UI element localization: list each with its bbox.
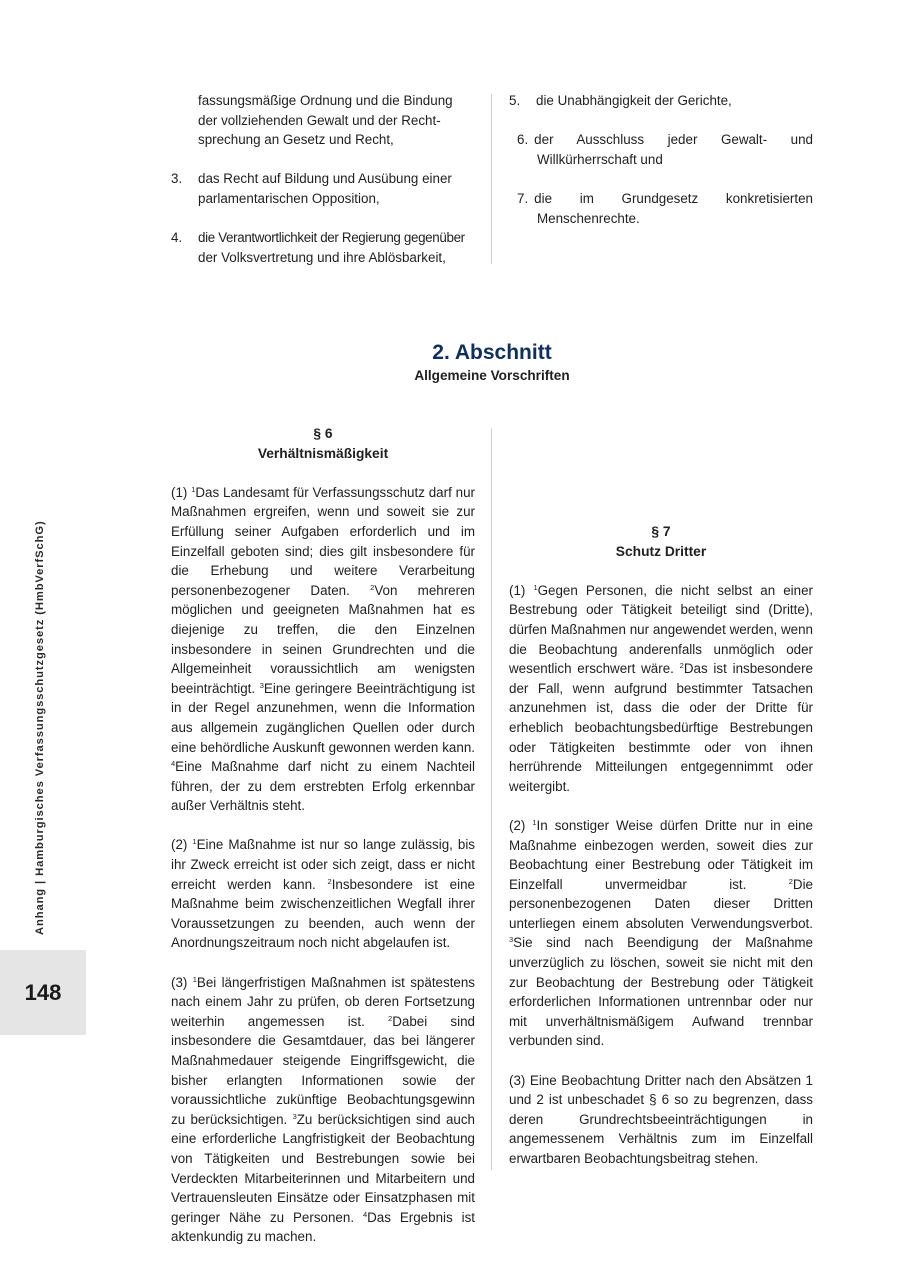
- paragraph-7-absatz-3: (3) Eine Beobachtung Dritter nach den Absätzen 1 und 2 ist unbeschadet § 6 so zu begrenzen, dass deren Grundrechtsbeeinträchtigungen in angemessenem Verhältnis zum im Einzelfall erwartbaren Beobachtungsbeitrag stehen.: [509, 1072, 813, 1166]
- list-item-4: 4. die Verantwortlichkeit der Regierung gegenüber der Volksvertretung und ihre Ablösbarkeit,: [171, 230, 465, 265]
- sidebar-running-title: [34, 520, 46, 935]
- paragraph-6-absatz-1: (1) $^1$Das Landesamt für Verfassungsschutz darf nur Maßnahmen ergreifen, wenn und soweit sie zur Erfüllung seiner Aufgaben erforderlich und im Einzelfall geboten sind; dies gilt insbesondere für die Erhebung und weitere Verarbeitung personenbezogener Daten. $^2$Von mehreren möglichen und geeigneten Maßnahmen hat es diejenige zu treffen, die den Einzelnen insbesondere in seinen Grundrechten und die Allgemeinheit voraussichtlich am wenigsten beeinträchtigt. $^3$Eine geringere Beeinträchtigung ist in der Regel anzunehmen, wenn die Information aus allgemein zugänglichen Quellen oder durch eine behördliche Auskunft gewonnen werden kann. $^4$Eine Maßnahme darf nicht zu einem Nachteil führen, der zu dem erstrebten Erfolg erkennbar außer Verhältnis steht.: [171, 484, 475, 814]
- sidebar-label-separator: |: [34, 879, 46, 884]
- section-title: 2. Abschnitt: [432, 341, 552, 364]
- paragraph-6-absatz-3: (3) $^1$Bei längerfristigen Maßnahmen ist spätestens nach einem Jahr zu prüfen, ob deren Fortsetzung weiterhin angemessen ist. $^2$Dabei sind insbesondere die Gesamtdauer, das bei längerer Maßnahmedauer steigende Eingriffsgewicht, die bisher erlangten Informationen sowie der voraussichtliche zukünftige Beobachtungsgewinn zu berücksichtigen. $^3$Zu berücksichtigen sind auch eine erforderliche Langfristigkeit der Beobachtung von Tätigkeiten und Bestrebungen sowie bei Verdeckten Mitarbeiterinnen und Mitarbeitern und Vertrauensleuten Einsätze oder Einsatzphasen mit geringer Nähe zu Personen. $^4$Das Ergebnis ist aktenkundig zu machen.: [171, 974, 475, 1245]
- paragraph-6-absatz-2: (2) $^1$Eine Maßnahme ist nur so lange zulässig, bis ihr Zweck erreicht ist oder sich zeigt, dass er nicht erreicht werden kann. $^2$Insbesondere ist eine Maßnahme beim zwischenzeitlichen Wegfall ihrer Voraussetzungen zu beenden, auch wenn der Anordnungszeitraum noch nicht abgelaufen ist.: [171, 837, 475, 951]
- page-number-box: [0, 950, 86, 1035]
- left-column: [171, 424, 475, 1247]
- list-item-7: 7. die im Grundgesetz konkretisierten Menschenrechte.: [517, 190, 813, 226]
- top-right-column: [509, 91, 813, 228]
- main-column-divider: [491, 428, 492, 1170]
- paragraph-7-number: § 7: [651, 524, 671, 539]
- right-column: [509, 522, 813, 1169]
- top-column-divider: [491, 94, 492, 264]
- section-subtitle: Allgemeine Vorschriften: [414, 368, 570, 383]
- list-item-5: 5. die Unabhängigkeit der Gerichte,: [509, 93, 732, 108]
- paragraph-7-title: Schutz Dritter: [615, 543, 707, 559]
- paragraph-7-absatz-1: (1) $^1$Gegen Personen, die nicht selbst an einer Bestrebung oder Tätigkeit beteiligt sind (Dritte), dürfen Maßnahmen nur angewendet werden, wenn die Beobachtung anderenfalls unmöglich oder wesentlich erschwert wäre. $^2$Das ist insbesondere der Fall, wenn aufgrund bestimmter Tatsachen anzunehmen ist, dass die oder der Dritte für erheblich beobachtungsbedürftige Bestrebungen oder Tätigkeiten bestimmte oder von ihnen herrührende Mitteilungen entgegennimmt oder weitergibt.: [509, 582, 813, 794]
- list-item-continuation: fassungsmäßige Ordnung und die Bindung der vollziehenden Gewalt und der Recht- sprechung an Gesetz und Recht,: [198, 93, 453, 148]
- list-item-3: 3. das Recht auf Bildung und Ausübung einer parlamentarischen Opposition,: [171, 171, 452, 206]
- paragraph-6-number: § 6: [313, 426, 333, 441]
- sidebar-label-title: Hamburgisches Verfassungsschutzgesetz (HmbVerfSchG): [34, 520, 46, 876]
- list-item-6: 6. der Ausschluss jeder Gewalt- und Willkürherrschaft und: [517, 132, 813, 167]
- top-left-column: [171, 91, 475, 267]
- sidebar-label-prefix: Anhang: [34, 887, 46, 935]
- paragraph-6-title: Verhältnismäßigkeit: [257, 445, 389, 461]
- page-number: 148: [24, 979, 62, 1005]
- paragraph-7-absatz-2: (2) $^1$In sonstiger Weise dürfen Dritte nur in eine Maßnahme einbezogen werden, soweit dies zur Beobachtung einer Bestrebung oder Tätigkeit im Einzelfall unvermeidbar ist. $^2$Die personenbezogenen Daten dieser Dritten unterliegen einem absoluten Verwendungsverbot. $^3$Sie sind nach Beendigung der Maßnahme unverzüglich zu löschen, soweit sie nicht mit den zur Beobachtung der Bestrebung oder Tätigkeit erforderlichen Informationen untrennbar oder nur mit unverhältnismäßigem Aufwand trennbar verbunden sind.: [509, 817, 813, 1049]
